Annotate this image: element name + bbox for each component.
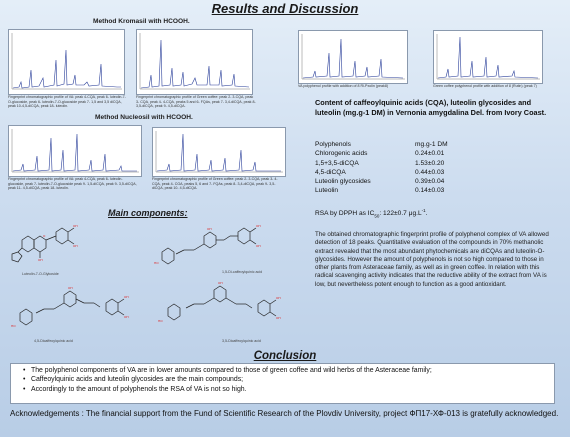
- caption-coffee-addition: Green coffee polyphenol profile with addition of 8 (Rutin) (peak 7): [433, 84, 537, 88]
- caption-kromasil-va: Fingerprint chromatographic profile of VA: peak 4-CQA, peak 6- luteolin-7-O-glucoside, peak 6- luteolin-7-O-glucoside peak 7- 1,5 and 3,5 diCQA, peak 10-4,5-diCQA, peak 18- luteolin.: [8, 95, 126, 109]
- row-name: 1,5+3,5-diCQA: [315, 159, 359, 167]
- svg-text:HO: HO: [154, 261, 159, 265]
- section-title: Results and Discussion: [211, 1, 359, 16]
- rsa-value: [315, 208, 428, 219]
- svg-text:OH: OH: [68, 286, 73, 290]
- rsa-prefix: RSA by DPPH as IC: [315, 210, 375, 218]
- row-name: Luteolin glycosides: [315, 178, 371, 186]
- conclusion-item: • The polyphenol components of VA are in lower amounts compared to those of green coffee and wild herbs of the Asteraceae family;: [25, 366, 550, 375]
- molecule-luteolin-glycoside-label: Luteolin-7-O-Glykoside: [22, 272, 59, 276]
- row-name: Chlorogenic acids: [315, 150, 368, 158]
- molecule-45-dicqa: [8, 283, 138, 335]
- caption-va-addition: VA polyphenol profile with addition of 8 Ri-Pxolin (peak8): [298, 84, 389, 88]
- main-components-title: Main components:: [108, 208, 188, 218]
- rsa-sup: -1: [421, 208, 426, 213]
- svg-text:HO: HO: [11, 324, 16, 328]
- svg-text:OH: OH: [124, 315, 129, 319]
- svg-text:OH: OH: [207, 227, 212, 231]
- conclusion-list: [25, 366, 550, 394]
- svg-text:OH: OH: [124, 295, 129, 299]
- row-value: 1.53±0.20: [415, 159, 445, 167]
- svg-text:OH: OH: [218, 281, 223, 285]
- svg-text:OH: OH: [256, 224, 261, 228]
- conclusion-box: [10, 363, 555, 404]
- conclusion-item: • Accordingly to the amount of polyphenols the RSA of VA is not so high.: [25, 385, 550, 394]
- svg-text:OH: OH: [256, 244, 261, 248]
- table-row: [315, 177, 515, 186]
- row-value: 0.24±0.01: [415, 150, 445, 158]
- rsa-end: .: [425, 210, 428, 218]
- row-value: 0.39±0.04: [415, 178, 445, 186]
- rsa-suffix: : 122±0.7 μg.L: [379, 210, 422, 218]
- svg-text:OH: OH: [276, 316, 281, 320]
- content-table: [315, 140, 515, 196]
- method-kromasil-label: Method Kromasil with HCOOH.: [93, 18, 190, 25]
- acknowledgements: Acknowledgements : The financial support from the Fund of Scientific Research of the Plovdiv University, project ФП17-ХФ-013 is gratefully acknowledged.: [10, 409, 559, 418]
- rsa-sub: 50: [374, 213, 380, 219]
- row-value: 0.44±0.03: [415, 168, 445, 176]
- header-unit: mg.g-1 DM: [415, 141, 448, 148]
- chromatogram-kromasil-coffee: [136, 29, 253, 95]
- molecule-35-dicqa: [152, 280, 292, 336]
- svg-text:OH: OH: [38, 258, 43, 262]
- table-row: [315, 168, 515, 177]
- table-row: [315, 186, 515, 195]
- conclusion-title: Conclusion: [253, 350, 317, 362]
- row-name: Luteolin: [315, 187, 339, 195]
- row-name: 4,5-diCQA: [315, 168, 346, 176]
- molecule-cqa: [152, 222, 272, 270]
- description-paragraph: The obtained chromatographic fingerprint profile of polyphenol complex of VA allowed detection of 18 peaks. Quantitative evaluation of the compounds in 70% methanolic extract revealed that the most abundant phytochemicals are diCQAs and luteolin-O-glycosides. However the amount of polyphenols is not so high compared to those in other plants from Asteraceae family, as well as in green coffee. In relation with this radical scavenging activity indicates that the reductive ability of the extract from VA is low, but nevertheless potent enough to function as a good antioxidant.: [315, 231, 549, 288]
- caption-nucleosil-coffee: Fingerprint chromatographic profile of Green coffee: peak 2- 3-CQA, peak 3- 4-CQA, peak 4- CGA, peaks 5, 6 and 7- FQAs, peak 8- 3,4-diCQA, peak 9- 3,5-diCQA, peak 10- 4,5-diCQA.: [152, 177, 278, 191]
- table-header-row: [315, 140, 515, 149]
- molecule-35-dicqa-label: 3,5-Dicaffeoylquinic acid: [222, 339, 261, 343]
- chromatogram-coffee-addition: [433, 30, 543, 84]
- chromatogram-va-addition: [298, 30, 408, 84]
- molecule-luteolin-glycoside: [10, 218, 82, 268]
- chromatogram-nucleosil-va: [8, 125, 142, 177]
- content-title: Content of caffeoylquinic acids (CQA), luteolin glycosides and luteolin (mg.g-1 DM) in Vernonia amygdalina Del. from Ivory Coast.: [315, 98, 547, 117]
- chromatogram-nucleosil-coffee: [152, 127, 286, 177]
- row-value: 0.14±0.03: [415, 187, 445, 195]
- table-row: [315, 149, 515, 158]
- molecule-45-dicqa-label: 4,5-Dicaffeoylquinic acid: [34, 339, 73, 343]
- caption-kromasil-coffee: Fingerprint chromatographic profile of Green coffee: peak 2- 3-CQA, peak 3- CQA, peak 4- 4-CQA, peaks 5 and 6- FQAs, peak 7- 3,4-diCQA, peak 8- 3,5-diCQA, peak 9- 4,5-diCQA.: [136, 95, 256, 109]
- method-nucleosil-label: Method Nucleosil with HCOOH.: [95, 114, 193, 121]
- svg-text:HO: HO: [158, 319, 163, 323]
- caption-nucleosil-va: Fingerprint chromatographic profile of VA: peak 4-CQA, peak 6- luteolin-glucoside, peak 7- luteolin-7-O-glucoside peak 9- 1,5-diCQA, peak 9- 3,5-diCQA, peak 11- 4,5-diCQA, peak 18- luteolin.: [8, 177, 137, 191]
- header-polyphenols: Polyphenols: [315, 141, 351, 148]
- svg-text:OH: OH: [73, 224, 78, 228]
- svg-text:OH: OH: [276, 296, 281, 300]
- svg-text:OH: OH: [73, 244, 78, 248]
- chromatogram-kromasil-va: [8, 29, 125, 95]
- table-row: [315, 159, 515, 168]
- svg-text:O: O: [43, 234, 46, 238]
- conclusion-item: • Caffeoylquinic acids and luteolin glycosides are the main compounds;: [25, 375, 550, 384]
- molecule-cqa-label: 1,5-Di-caffeoylquinic acid: [222, 270, 263, 274]
